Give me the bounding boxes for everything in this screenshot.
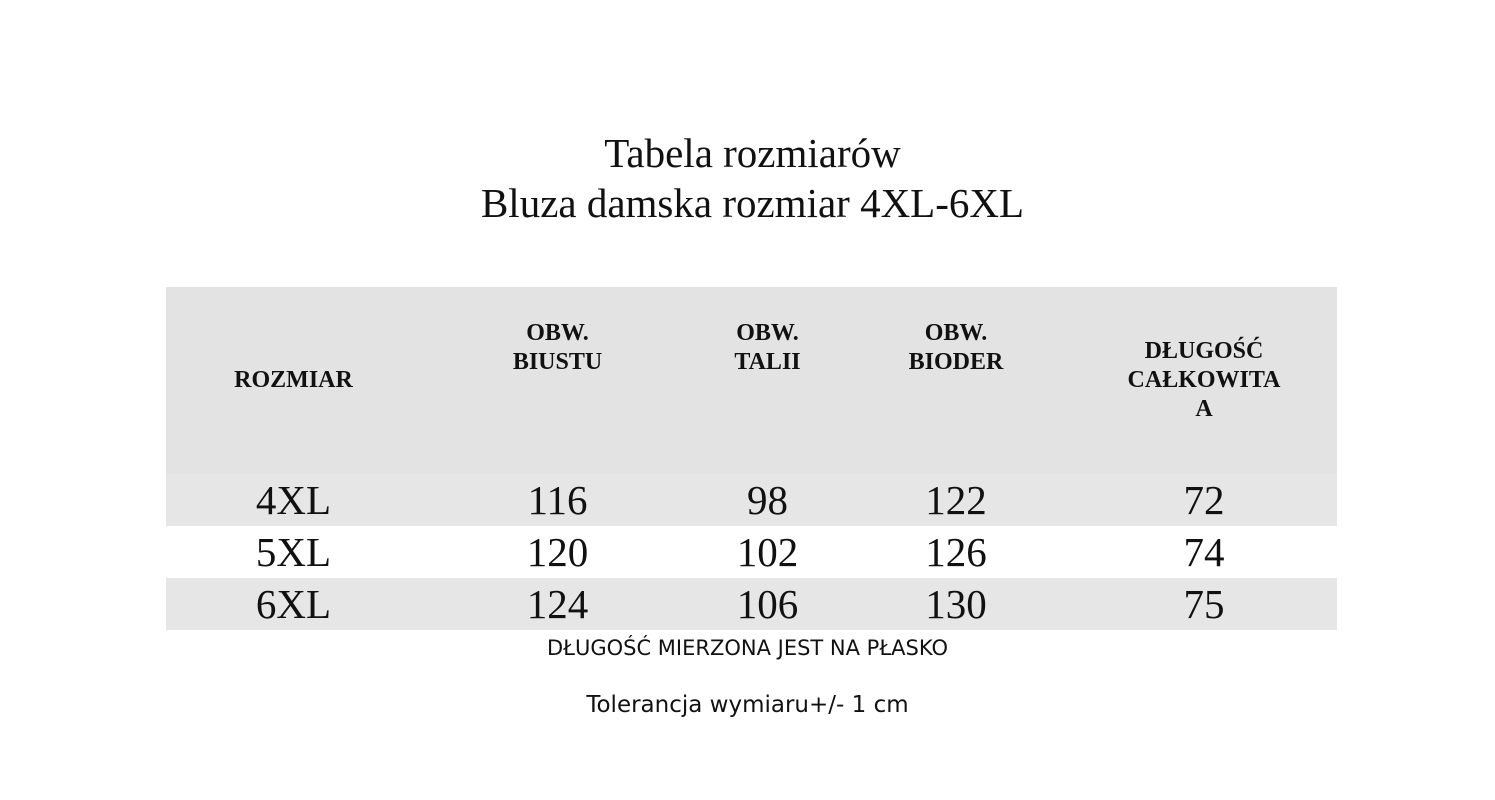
- page-title: [0, 128, 1495, 228]
- tolerance-note: Tolerancja wymiaru+/- 1 cm: [586, 692, 909, 718]
- table-row: [166, 578, 1337, 630]
- header-label: OBW. BIODER: [908, 320, 1004, 375]
- cell-length: 72: [1183, 477, 1225, 523]
- header-label: OBW. TALII: [734, 320, 801, 375]
- title-line-2: Bluza damska rozmiar 4XL-6XL: [480, 180, 1025, 226]
- header-label: OBW. BIUSTU: [512, 320, 603, 375]
- cell-bust: 120: [526, 529, 589, 575]
- cell-length: 75: [1183, 581, 1225, 627]
- cell-waist: 106: [736, 581, 799, 627]
- cell-hips: 122: [925, 477, 987, 523]
- header-total-length: [1071, 287, 1337, 474]
- cell-waist: 102: [736, 529, 799, 575]
- table-row: [166, 526, 1337, 578]
- header-label: DŁUGOŚĆ CAŁKOWITA A: [1127, 338, 1281, 422]
- header-hips: [841, 287, 1071, 474]
- cell-bust: 124: [526, 581, 589, 627]
- table-row: [166, 474, 1337, 526]
- header-size: [166, 287, 421, 474]
- cell-waist: 98: [747, 477, 788, 523]
- measurement-note: DŁUGOŚĆ MIERZONA JEST NA PŁASKO: [546, 636, 948, 660]
- size-table: [166, 287, 1337, 630]
- cell-size: 4XL: [255, 477, 332, 523]
- header-label: ROZMIAR: [234, 367, 353, 393]
- cell-hips: 130: [925, 581, 987, 627]
- cell-bust: 116: [527, 477, 588, 523]
- table-header-row: [166, 287, 1337, 474]
- cell-size: 6XL: [255, 581, 332, 627]
- header-bust: [421, 287, 694, 474]
- cell-hips: 126: [925, 529, 987, 575]
- header-waist: [694, 287, 841, 474]
- cell-size: 5XL: [255, 529, 332, 575]
- cell-length: 74: [1183, 529, 1225, 575]
- title-line-1: Tabela rozmiarów: [604, 130, 901, 176]
